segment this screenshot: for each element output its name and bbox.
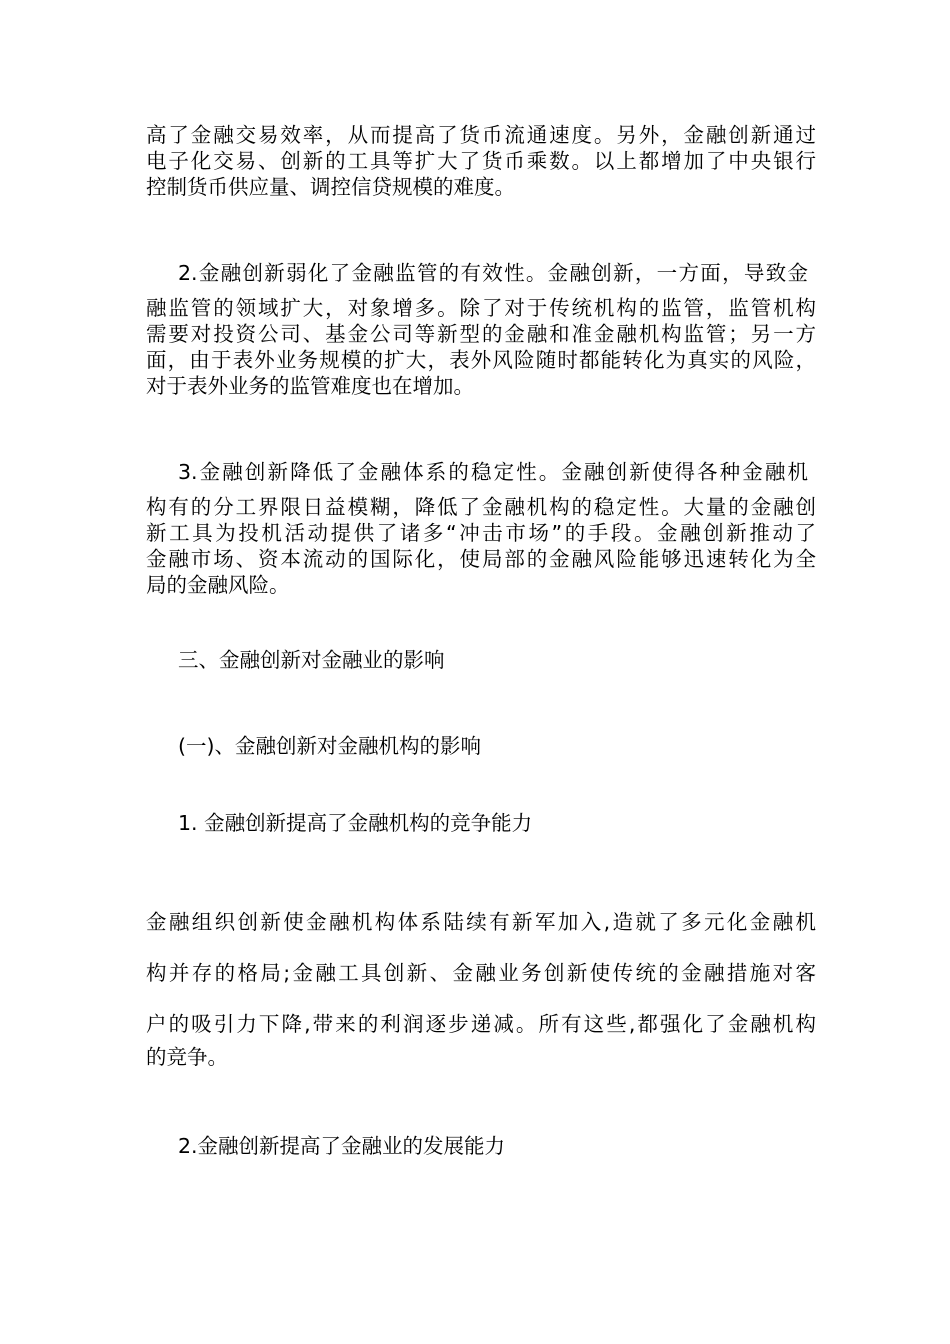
text-line: 3.金融创新降低了金融体系的稳定性。金融创新使得各种金融机: [178, 460, 808, 484]
text-line: 新工具为投机活动提供了诸多“冲击市场”的手段。金融创新推动了: [146, 521, 816, 545]
item-heading-1: 1. 金融创新提高了金融机构的竞争能力: [178, 811, 533, 835]
item-heading-2: 2.金融创新提高了金融业的发展能力: [178, 1134, 506, 1158]
text-line: 控制货币供应量、调控信贷规模的难度。: [146, 175, 515, 199]
text-line: 局的金融风险。: [146, 573, 290, 597]
text-line: 高了金融交易效率，从而提高了货币流通速度。另外，金融创新通过: [146, 123, 816, 147]
text-line: 的竞争。: [146, 1045, 228, 1069]
text-line: 构并存的格局;金融工具创新、金融业务创新使传统的金融措施对客: [146, 961, 816, 985]
text-line: 对于表外业务的监管难度也在增加。: [146, 374, 474, 398]
text-line: 需要对投资公司、基金公司等新型的金融和准金融机构监管；另一方: [146, 322, 816, 346]
text-line: 构有的分工界限日益模糊，降低了金融机构的稳定性。大量的金融创: [146, 495, 816, 519]
text-line: 电子化交易、创新的工具等扩大了货币乘数。以上都增加了中央银行: [146, 149, 816, 173]
text-line: 2.金融创新弱化了金融监管的有效性。金融创新，一方面，导致金: [178, 261, 808, 285]
section-heading: 三、金融创新对金融业的影响: [178, 648, 445, 672]
text-line: 金融组织创新使金融机构体系陆续有新军加入,造就了多元化金融机: [146, 910, 816, 934]
text-line: 户的吸引力下降,带来的利润逐步递减。所有这些,都强化了金融机构: [146, 1012, 816, 1036]
subsection-heading: (一)、金融创新对金融机构的影响: [178, 734, 481, 758]
text-line: 融监管的领域扩大，对象增多。除了对于传统机构的监管，监管机构: [146, 296, 816, 320]
text-line: 金融市场、资本流动的国际化，使局部的金融风险能够迅速转化为全: [146, 547, 816, 571]
text-line: 面，由于表外业务规模的扩大，表外风险随时都能转化为真实的风险，: [146, 348, 816, 372]
